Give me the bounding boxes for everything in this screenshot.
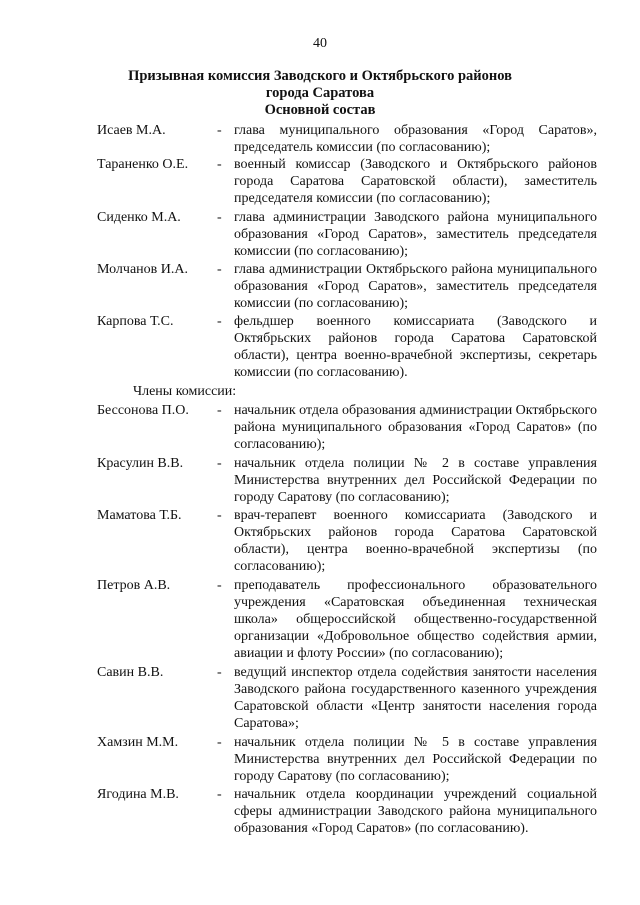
member-role: ведущий инспектор отдела содействия занятости населения Заводского района государственного казенного учреждения Саратовской области «Центр занятости населения города Саратова»; bbox=[234, 665, 597, 731]
member-role: военный комиссар (Заводского и Октябрьского районов города Саратова Саратовской области), заместитель председателя комиссии (по согласованию); bbox=[234, 157, 597, 206]
member-name: Бессонова П.О. bbox=[97, 403, 189, 418]
dash-separator: - bbox=[217, 735, 222, 750]
dash-separator: - bbox=[217, 456, 222, 471]
member-role: начальник отдела координации учреждений социальной сферы администрации Заводского района муниципального образования «Город Саратов» (по согласованию). bbox=[234, 787, 597, 836]
member-name: Красулин В.В. bbox=[97, 456, 184, 471]
dash-separator: - bbox=[217, 508, 222, 523]
dash-separator: - bbox=[217, 314, 222, 329]
member-name: Петров А.В. bbox=[97, 578, 171, 593]
dash-separator: - bbox=[217, 157, 222, 172]
section-heading-main: Основной состав bbox=[264, 102, 376, 118]
member-name: Сиденко М.А. bbox=[97, 210, 181, 225]
member-role: глава муниципального образования «Город Саратов», председатель комиссии (по согласованию); bbox=[234, 123, 597, 155]
document-title-city: города Саратова bbox=[265, 85, 375, 101]
dash-separator: - bbox=[217, 787, 222, 802]
dash-separator: - bbox=[217, 210, 222, 225]
member-name: Исаев М.А. bbox=[97, 123, 166, 138]
member-role: глава администрации Заводского района муниципального образования «Город Саратов», заместитель председателя комиссии (по согласованию); bbox=[234, 210, 597, 259]
member-role: преподаватель профессионального образовательного учреждения «Саратовская объединенная техническая школа» общероссийской общественно-государственной организации «Добровольное общество содействия армии, авиации и флоту России» (по согласованию); bbox=[234, 578, 597, 661]
dash-separator: - bbox=[217, 578, 222, 593]
member-role: начальник отдела полиции № 5 в составе управления Министерства внутренних дел Российской Федерации по городу Саратову (по согласованию); bbox=[234, 735, 597, 784]
member-role: врач-терапевт военного комиссариата (Заводского и Октябрьских районов города Саратова Саратовской области), центра военно-врачебной экспертизы (по согласованию); bbox=[234, 508, 597, 574]
member-role: начальник отдела образования администрации Октябрьского района муниципального образования «Город Саратов» (по согласованию); bbox=[234, 403, 597, 452]
document-title: Призывная комиссия Заводского и Октябрьского районов bbox=[128, 68, 512, 84]
dash-separator: - bbox=[217, 665, 222, 680]
dash-separator: - bbox=[217, 123, 222, 138]
member-role: фельдшер военного комиссариата (Заводского и Октябрьских районов города Саратова Саратовской области), центра военно-врачебной экспертизы, секретарь комиссии (по согласованию). bbox=[234, 314, 597, 380]
member-name: Молчанов И.А. bbox=[97, 262, 188, 277]
member-name: Тараненко О.Е. bbox=[97, 157, 189, 172]
page-number: 40 bbox=[313, 36, 327, 51]
dash-separator: - bbox=[217, 262, 222, 277]
member-name: Карпова Т.С. bbox=[97, 314, 174, 329]
member-name: Хамзин М.М. bbox=[97, 735, 179, 750]
member-name: Савин В.В. bbox=[97, 665, 164, 680]
member-name: Маматова Т.Б. bbox=[97, 508, 182, 523]
member-role: начальник отдела полиции № 2 в составе управления Министерства внутренних дел Российской Федерации по городу Саратову (по согласованию); bbox=[234, 456, 597, 505]
member-role: глава администрации Октябрьского района муниципального образования «Город Саратов», заместитель председателя комиссии (по согласованию); bbox=[234, 262, 597, 311]
members-heading: Члены комиссии: bbox=[133, 384, 237, 399]
member-name: Ягодина М.В. bbox=[97, 787, 179, 802]
dash-separator: - bbox=[217, 403, 222, 418]
